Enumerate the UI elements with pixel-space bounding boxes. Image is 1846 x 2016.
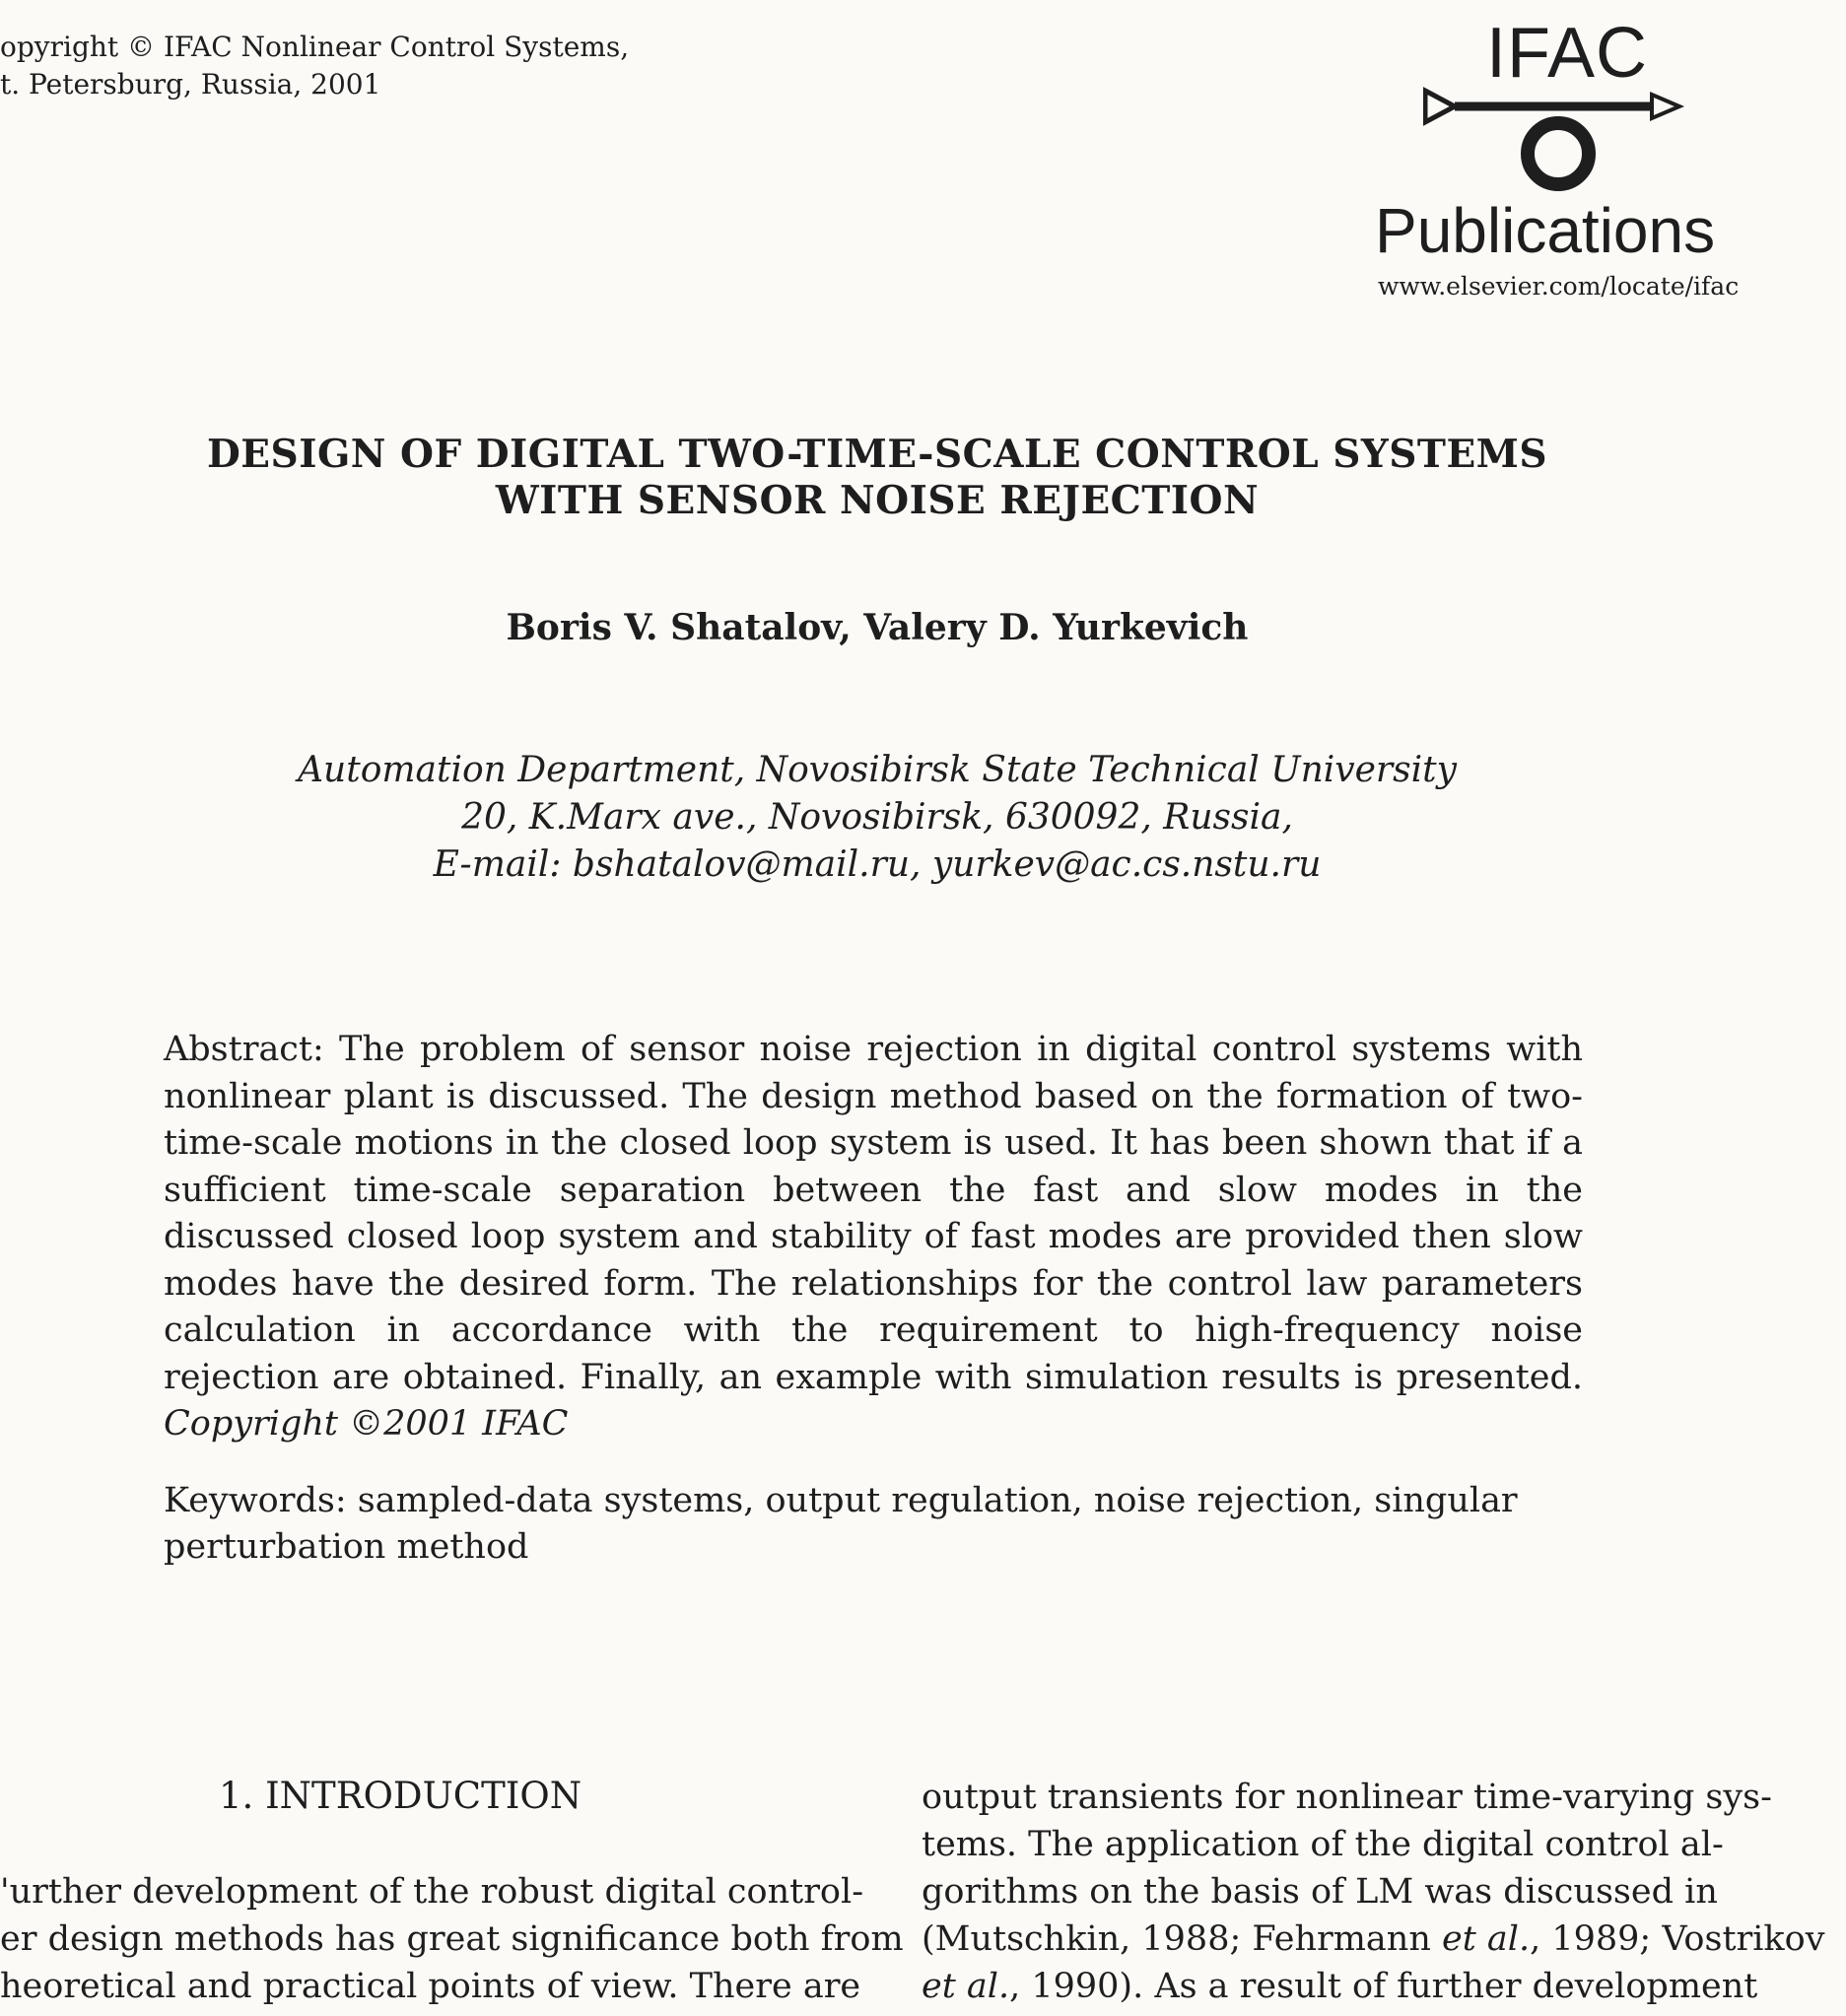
keywords-line-2: perturbation method	[164, 1527, 529, 1567]
left-col-line-1: 'urther development of the robust digital control-	[0, 1872, 864, 1912]
right-col-line-3: gorithms on the basis of LM was discussed in	[922, 1872, 1718, 1912]
copyright-header-line-1: opyright © IFAC Nonlinear Control Systems,	[0, 31, 630, 63]
logo-ifac-text: IFAC	[1486, 14, 1649, 93]
right-col-line-2: tems. The application of the digital control al-	[922, 1825, 1724, 1864]
right-col-line-4-part-c: , 1989; Vostrikov	[1530, 1919, 1825, 1959]
left-col-line-2: er design methods has great significance both from	[0, 1919, 904, 1959]
abstract-text: Abstract: The problem of sensor noise rejection in digital control systems with nonlinear plant is discussed. The design method based on the formation of two-time-scale motions in the closed loop system is used. It has been shown that if a sufficient time-scale separation between the fast and slow modes in the discussed closed loop system and stability of fast modes are provided then slow modes have the desired form. The relationships for the control law parameters calculation in accordance with the requirement to high-frequency noise rejection are obtained. Finally, an example with simulation results is presented.	[164, 1030, 1583, 1397]
right-col-line-4	[922, 1915, 1825, 1963]
copyright-header-line-2: t. Petersburg, Russia, 2001	[0, 68, 381, 101]
paper-title-line-2: WITH SENSOR NOISE REJECTION	[495, 478, 1260, 523]
right-col-line-5	[922, 1963, 1757, 2010]
right-col-line-5-part-b: , 1990). As a result of further development	[1009, 1967, 1758, 2006]
affiliation-line-1: Automation Department, Novosibirsk State Technical University	[298, 750, 1457, 790]
logo-publications-text: Publications	[1375, 195, 1716, 266]
paper-authors: Boris V. Shatalov, Valery D. Yurkevich	[506, 607, 1249, 648]
left-col-line-3: heoretical and practical points of view. There are	[0, 1967, 861, 2006]
affiliation-line-2: 20, K.Marx ave., Novosibirsk, 630092, Russia,	[461, 797, 1293, 838]
paper-title-line-1: DESIGN OF DIGITAL TWO-TIME-SCALE CONTROL SYSTEMS	[206, 432, 1548, 477]
keywords-line-1: Keywords: sampled-data systems, output regulation, noise rejection, singular	[164, 1481, 1518, 1520]
ifac-publications-logo	[1360, 8, 1774, 303]
right-col-line-5-part-a: et al.	[922, 1967, 1010, 2006]
section-heading-introduction: 1. INTRODUCTION	[219, 1775, 582, 1817]
loop-arrow-icon	[1423, 87, 1689, 195]
abstract-copyright: Copyright ©2001 IFAC	[164, 1404, 569, 1444]
right-col-line-4-part-b: et al.	[1442, 1919, 1531, 1959]
right-col-line-1: output transients for nonlinear time-varying sys-	[922, 1778, 1772, 1817]
affiliation-line-3: E-mail: bshatalov@mail.ru, yurkev@ac.cs.nstu.ru	[433, 844, 1322, 885]
abstract-paragraph	[164, 1027, 1583, 1448]
right-col-line-4-part-a: (Mutschkin, 1988; Fehrmann	[922, 1919, 1443, 1959]
publisher-url: www.elsevier.com/locate/ifac	[1378, 272, 1740, 301]
